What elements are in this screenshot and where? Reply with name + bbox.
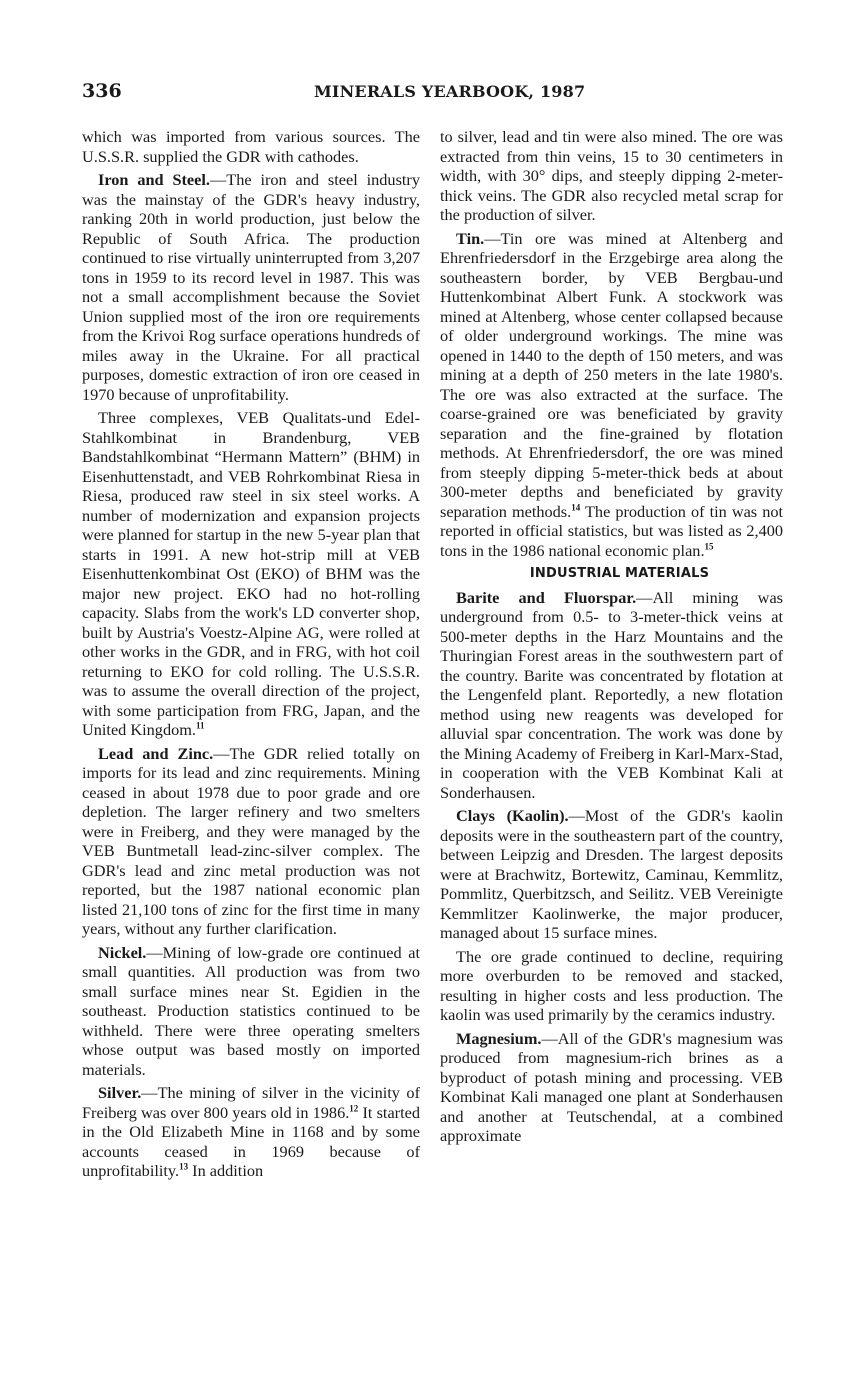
- paragraph-iron-and-steel: [82, 170, 420, 404]
- text-silver-1: —The mining of silver in the vicinity of Freiberg was over 800 years old in 1986.: [82, 1083, 420, 1122]
- text-barite-and-fluorspar: —All mining was underground from 0.5- to 3-meter-thick veins at 500-meter depths in the Harz Mountains and the Thuringian Forest areas in the southwestern part of the country. Barite was concentrated by flotation at the Lengenfeld plant. Reportedly, a new flotation method using new reagents was developed for alluvial spar concentration. The work was done by the Mining Academy of Freiberg in Karl-Marx-Stad, in cooperation with the VEB Kombinat Kali at Sonderhausen.: [440, 587, 783, 802]
- running-title: MINERALS YEARBOOK, 1987: [314, 82, 586, 101]
- left-column: [82, 127, 420, 1185]
- paragraph-magnesium: [440, 1029, 783, 1146]
- paragraph-silver: [82, 1083, 420, 1181]
- text-magnesium: —All of the GDR's magnesium was produced from magnesium-rich brines as a byproduct of potash mining and processing. VEB Kombinat Kali managed one plant at Sonderhausen and another at Teutschendal, at a combined approximate: [440, 1028, 783, 1145]
- text-clays-kaolin: —Most of the GDR's kaolin deposits were in the southeastern part of the country, between Leipzig and Dresden. The largest deposits were at Brachwitz, Bortewitz, Caminau, Kemmlitz, Pommlitz, Querbitzsch, and Seilitz. VEB Vereinigte Kemmlitzer Kaolinwerke, the major producer, managed about 15 surface mines.: [440, 806, 784, 942]
- heading-tin: Tin.: [456, 228, 485, 248]
- text-tin-2: The production of tin was not reported in official statistics, but was listed as 2,400 tons in the 1986 national economic plan.: [440, 501, 784, 560]
- heading-magnesium: Magnesium.: [456, 1028, 542, 1048]
- paragraph-tin: [440, 229, 783, 561]
- heading-nickel: Nickel.: [98, 942, 147, 962]
- footnote-ref-11: 11: [195, 720, 205, 731]
- text-silver-3: In addition: [188, 1161, 264, 1180]
- paragraph-lead-and-zinc: [82, 744, 420, 939]
- text-lead-and-zinc: —The GDR relied totally on imports for its lead and zinc requirements. Mining ceased in about 1978 due to poor grade and ore depletion. The larger refinery and two smelters were in Freiberg, and they were managed by the VEB Buntmetall lead-zinc-silver complex. The GDR's lead and zinc metal production was not reported, but the 1987 national economic plan listed 21,100 tons of zinc for the first time in many years, without any further clarification.: [82, 743, 420, 938]
- text-nickel: —Mining of low-grade ore continued at small quantities. All production was from two small surface mines near St. Egidien in the southeast. Production statistics continued to be withheld. There were three operating smelters whose output was based mostly on imported materials.: [82, 942, 420, 1079]
- right-column: [440, 127, 783, 1150]
- paragraph-silver-continued: to silver, lead and tin were also mined. The ore was extracted from thin veins, 15 to 30 centimeters in width, with 30° dips, and steeply dipping 2-meter-thick veins. The GDR also recycled metal scrap for the production of silver.: [440, 127, 783, 224]
- heading-clays-kaolin: Clays (Kaolin).: [456, 806, 569, 825]
- text-iron-and-steel: —The iron and steel industry was the mainstay of the GDR's heavy industry, ranking 20th in world production, just below the Republic of South Africa. The production continued to rise virtually uninterrupted from 3,207 tons in 1959 to its record level in 1987. This was not a small accomplishment because the Soviet Union supplied most of the iron ore requirements from the Krivoi Rog surface operations hundreds of miles away in the Ukraine. For all practical purposes, domestic extraction of iron ore ceased in 1970 because of unprofitability.: [82, 170, 420, 404]
- heading-silver: Silver.: [98, 1083, 142, 1102]
- paragraph-cathodes: which was imported from various sources. The U.S.S.R. supplied the GDR with cathodes.: [82, 127, 420, 166]
- footnote-ref-14: 14: [571, 502, 581, 513]
- section-heading-industrial-materials: INDUSTRIAL MATERIALS: [529, 566, 710, 581]
- paragraph-steel-complexes: [82, 408, 420, 740]
- footnote-ref-13: 13: [179, 1161, 189, 1172]
- footnote-ref-15: 15: [704, 541, 714, 552]
- text-silver-2: It started in the Old Elizabeth Mine in 1168 and by some accounts ceased in 1969 because of unprofitability.: [82, 1102, 420, 1180]
- page-number: 336: [82, 80, 122, 102]
- paragraph-barite-and-fluorspar: [440, 588, 783, 803]
- heading-iron-and-steel: Iron and Steel.: [98, 170, 210, 189]
- paragraph-ore-grade: The ore grade continued to decline, requiring more overburden to be removed and stacked, resulting in higher costs and less production. The kaolin was used primarily by the ceramics industry.: [440, 946, 783, 1024]
- paragraph-clays-kaolin: [440, 806, 783, 943]
- text-tin-1: —Tin ore was mined at Altenberg and Ehrenfriedersdorf in the Erzgebirge area along the southeastern border, by VEB Bergbau-und Huttenkombinat Albert Funk. A stockwork was mined at Altenberg, whose center collapsed because of older underground workings. The mine was opened in 1440 to the depth of 150 meters, and was mining at a depth of 250 meters in the late 1980's. The ore was also extracted at the surface. The coarse-grained ore was beneficiated by gravity separation and the fine-grained by flotation methods. At Ehrenfriedersdorf, the ore was mined from steeply dipping 5-meter-thick beds at about 300-meter depths and beneficiated by gravity separation methods.: [440, 228, 783, 521]
- footnote-ref-12: 12: [349, 1103, 359, 1114]
- paragraph-nickel: [82, 943, 420, 1080]
- heading-lead-and-zinc: Lead and Zinc.: [98, 743, 214, 763]
- text-steel-complexes: Three complexes, VEB Qualitats-und Edel-Stahlkombinat in Brandenburg, VEB Bandstahlkombinat “Hermann Mattern” (BHM) in Eisenhuttenstadt, and VEB Rohrkombinat Riesa in Riesa, produced raw steel in six steel works. A number of modernization and expansion projects were planned for startup in the new 5-year plan that starts in 1991. A new hot-strip mill at VEB Eisenhuttenkombinat Ost (EKO) of BHM was the major new project. EKO had no hot-rolling capacity. Slabs from the work's LD converter shop, built by Austria's Voestz-Alpine AG, were rolled at other works in the GDR, and in FRG, with hot coil returning to EKO for cold rolling. The U.S.S.R. was to assume the overall direction of the project, with some participation from FRG, Japan, and the United Kingdom.: [82, 408, 420, 739]
- heading-barite-and-fluorspar: Barite and Fluorspar.: [456, 587, 637, 607]
- page-header: [82, 80, 782, 108]
